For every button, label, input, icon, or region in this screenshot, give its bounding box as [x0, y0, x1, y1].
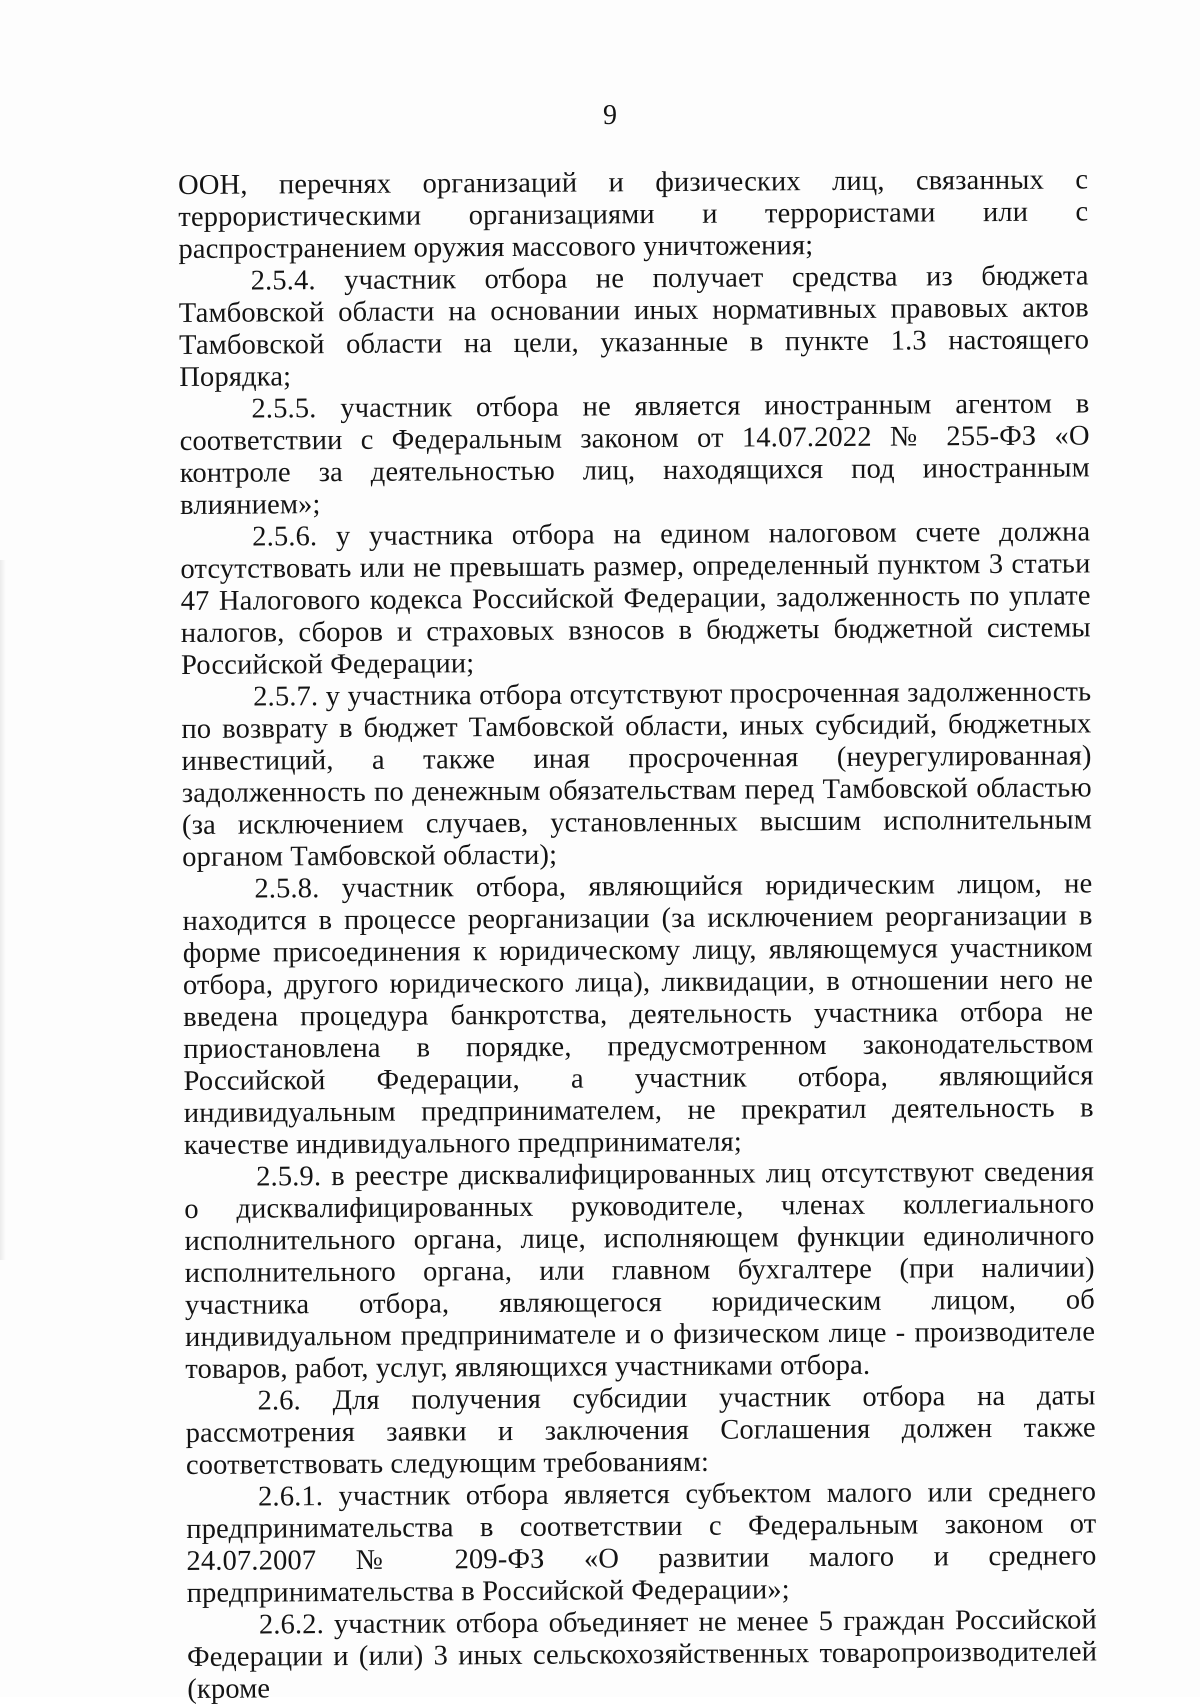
paragraph-2-5-9: 2.5.9. в реестре дисквалифицированных лиц отсутствуют сведения о дисквалифицированных руководителе, членах коллегиального исполнительного органа, лице, исполняющем функции единоличного исполнительного органа, или главном бухгалтере (при наличии) участника отбора, являющегося юридическим лицом, об индивидуальном предпринимателе и о физическом лице - производителе товаров, работ, услуг, являющихся участниками отбора. — [184, 1156, 1096, 1385]
paragraph-2-5-7: 2.5.7. у участника отбора отсутствуют просроченная задолженность по возврату в бюджет Тамбовской области, иных субсидий, бюджетных инвестиций, а также иная просроченная (неурегулированная) задолженность по денежным обязательствам перед Тамбовской областью (за исключением случаев, установленных высшим исполнительным органом Тамбовской области); — [181, 676, 1093, 873]
paragraph-2-5-8: 2.5.8. участник отбора, являющийся юридическим лицом, не находится в процессе реорганизации (за исключением реорганизации в форме присоединения к юридическому лицу, являющемуся участником отбора, другого юридического лица), ликвидации, в отношении него не введена процедура банкротства, деятельность участника отбора не приостановлена в порядке, предусмотренном законодательством Российской Федерации, а участник отбора, являющийся индивидуальным предпринимателем, не прекратил деятельность в качестве индивидуального предпринимателя; — [182, 868, 1094, 1161]
page-number: 9 — [603, 100, 617, 131]
paragraph-2-6-2: 2.6.2. участник отбора объединяет не менее 5 граждан Российской Федерации и (или) 3 иных сельскохозяйственных товаропроизводителей (кроме — [186, 1604, 1098, 1705]
paragraph-2-5-4: 2.5.4. участник отбора не получает средства из бюджета Тамбовской области на основании иных нормативных правовых актов Тамбовской области на цели, указанные в пункте 1.3 настоящего Порядка; — [178, 260, 1090, 393]
paragraph-2-5-5: 2.5.5. участник отбора не является иностранным агентом в соответствии с Федеральным законом от 14.07.2022 № 255-ФЗ «О контроле за деятельностью лиц, находящихся под иностранным влиянием»; — [179, 388, 1090, 521]
paragraph-2-5-6: 2.5.6. у участника отбора на едином налоговом счете должна отсутствовать или не превышать размер, определенный пунктом 3 статьи 47 Налогового кодекса Российской Федерации, задолженность по уплате налогов, сборов и страховых взносов в бюджеты бюджетной системы Российской Федерации; — [180, 516, 1091, 681]
paragraph-continuation: ООН, перечнях организаций и физических лиц, связанных с террористическими организациями и террористами или с распространением оружия массового уничтожения; — [178, 164, 1089, 265]
document-body — [178, 164, 1097, 1706]
scan-edge-shadow — [0, 560, 6, 1260]
paragraph-2-6: 2.6. Для получения субсидии участник отбора на даты рассмотрения заявки и заключения Соглашения должен также соответствовать следующим требованиям: — [185, 1380, 1096, 1481]
paragraph-2-6-1: 2.6.1. участник отбора является субъектом малого или среднего предпринимательства в соответствии с Федеральным законом от 24.07.2007 № 209-ФЗ «О развитии малого и среднего предпринимательства в Российской Федерации»; — [186, 1476, 1097, 1609]
